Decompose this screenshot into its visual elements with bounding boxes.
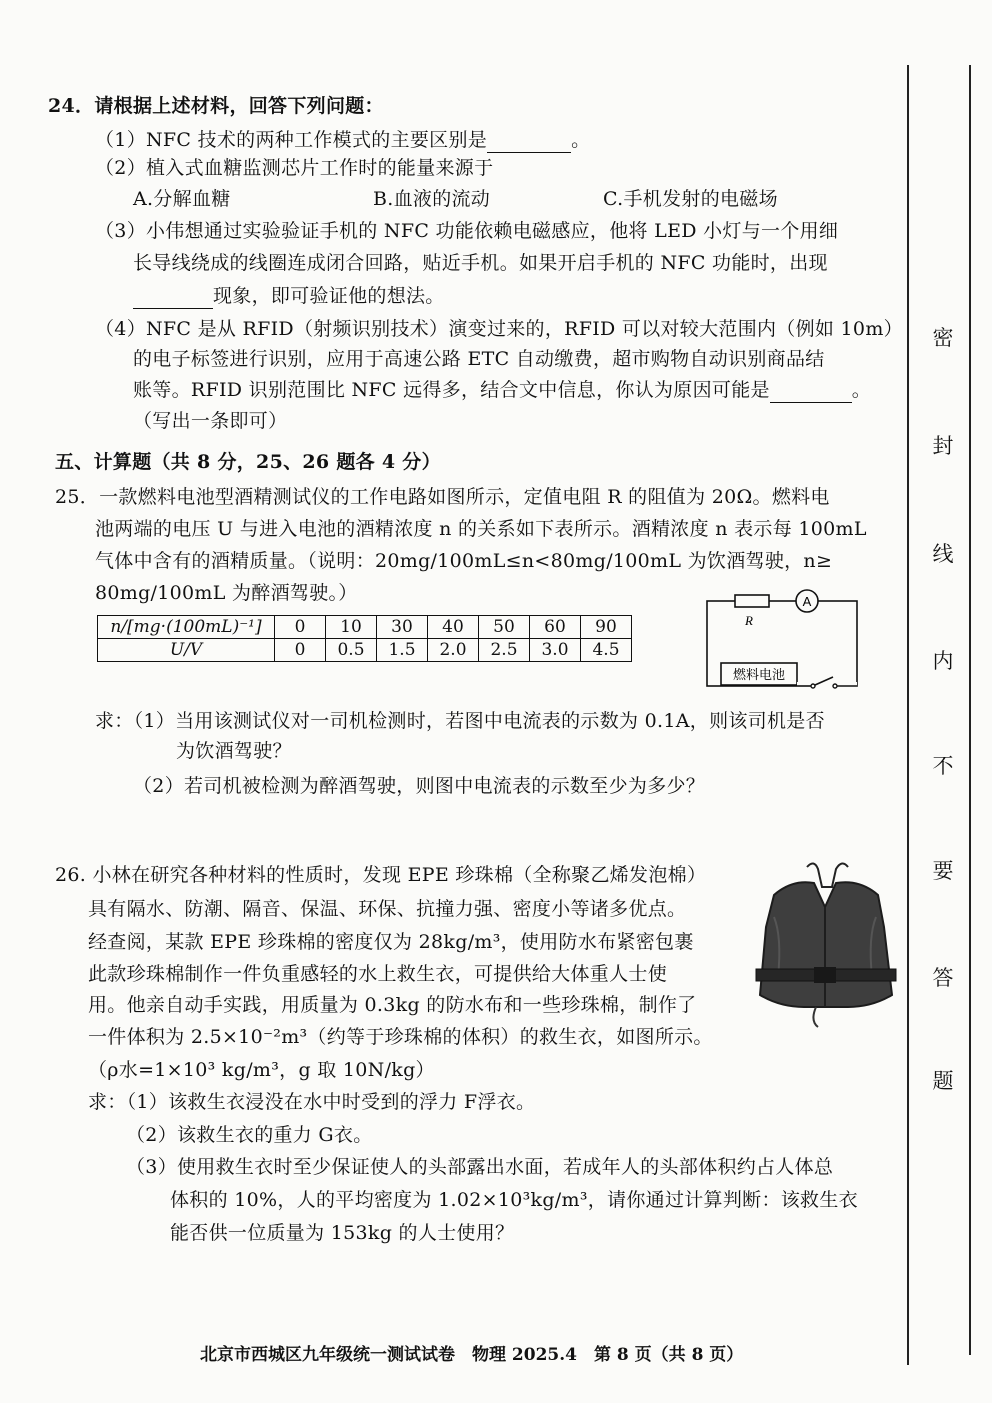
seal-char: 封 — [932, 434, 954, 458]
table-cell: 0 — [275, 639, 326, 662]
q24-part4-line3: 账等。RFID 识别范围比 NFC 远得多，结合文中信息，你认为原因可能是 。 — [133, 379, 872, 401]
seal-char: 不 — [932, 754, 954, 778]
q24-part3-line2: 长导线绕成的线圈连成闭合回路，贴近手机。如果开启手机的 NFC 功能时，出现 — [133, 252, 828, 274]
q26-line2: 具有隔水、防潮、隔音、保温、环保、抗撞力强、密度小等诸多优点。 — [88, 898, 687, 920]
page-footer: 北京市西城区九年级统一测试试卷 物理 2025.4 第 8 页（共 8 页） — [200, 1345, 744, 1365]
q24-part4-line4: （写出一条即可） — [133, 410, 288, 432]
q24-part4-line2: 的电子标签进行识别，应用于高速公路 ETC 自动缴费，超市购物自动识别商品结 — [133, 348, 825, 370]
q26-line7: （ρ水=1×10³ kg/m³，g 取 10N/kg） — [88, 1059, 435, 1081]
q26-line1: 26. 小林在研究各种材料的性质时，发现 EPE 珍珠棉（全称聚乙烯发泡棉） — [55, 864, 707, 886]
seal-char: 题 — [932, 1069, 954, 1093]
q25-line2: 池两端的电压 U 与进入电池的酒精浓度 n 的关系如下表所示。酒精浓度 n 表示每 100mL — [95, 518, 867, 540]
table-cell: 3.0 — [530, 639, 581, 662]
section-heading: 五、计算题（共 8 分，25、26 题各 4 分） — [55, 451, 441, 473]
seal-char: 密 — [932, 326, 954, 350]
fuel-cell-label: 燃料电池 — [732, 668, 786, 683]
option-b: B.血液的流动 — [373, 188, 491, 210]
table-header-n: n/[mg·(100mL)⁻¹] — [98, 616, 275, 639]
seal-char: 答 — [932, 966, 954, 990]
ammeter-label: A — [802, 594, 812, 609]
resistor-label: R — [745, 613, 753, 628]
q25-ask2: （2）若司机被检测为醉酒驾驶，则图中电流表的示数至少为多少？ — [133, 775, 706, 797]
seal-line-left — [907, 65, 909, 1365]
table-cell: 0.5 — [326, 639, 377, 662]
q24-options — [133, 186, 778, 212]
table-cell: 90 — [581, 616, 632, 639]
life-vest-photo — [752, 857, 898, 1029]
q26-ask1: 求：（1）该救生衣浸没在水中时受到的浮力 F浮衣。 — [88, 1091, 536, 1113]
concentration-voltage-table — [97, 615, 632, 662]
q25-ask1-line2: 为饮酒驾驶？ — [176, 740, 292, 762]
seal-char: 内 — [932, 649, 954, 673]
q24-heading: 24．请根据上述材料，回答下列问题： — [48, 95, 384, 117]
q26-ask3-line1: （3）使用救生衣时至少保证使人的头部露出水面，若成年人的头部体积约占人体总 — [126, 1156, 834, 1178]
q26-ask3-line3: 能否供一位质量为 153kg 的人士使用？ — [170, 1222, 515, 1244]
seal-char: 线 — [932, 542, 954, 566]
table-cell: 4.5 — [581, 639, 632, 662]
circuit-diagram — [705, 588, 865, 693]
answer-blank — [487, 132, 571, 153]
q26-line3: 经查阅，某款 EPE 珍珠棉的密度仅为 28kg/m³，使用防水布紧密包裹 — [88, 931, 694, 953]
q25-line1: 25．一款燃料电池型酒精测试仪的工作电路如图所示，定值电阻 R 的阻值为 20Ω。燃料电 — [55, 486, 830, 508]
table-cell: 1.5 — [377, 639, 428, 662]
option-a: A.分解血糖 — [133, 188, 231, 210]
table-cell: 60 — [530, 616, 581, 639]
table-row — [98, 616, 632, 639]
answer-blank — [133, 288, 213, 309]
table-cell: 2.0 — [428, 639, 479, 662]
q25-line4: 80mg/100mL 为醉酒驾驶。） — [95, 582, 358, 604]
q26-line6: 一件体积为 2.5×10⁻²m³（约等于珍珠棉的体积）的救生衣，如图所示。 — [88, 1026, 713, 1048]
q24-part1: （1）NFC 技术的两种工作模式的主要区别是 。 — [95, 129, 591, 151]
seal-line-right — [969, 65, 971, 1355]
seal-char: 要 — [932, 859, 954, 883]
q24-part3-line3: 现象，即可验证他的想法。 — [133, 283, 445, 309]
answer-blank — [770, 382, 852, 403]
table-cell: 40 — [428, 616, 479, 639]
table-cell: 0 — [275, 616, 326, 639]
q26-line5: 用。他亲自动手实践，用质量为 0.3kg 的防水布和一些珍珠棉，制作了 — [88, 994, 697, 1016]
option-c: C.手机发射的电磁场 — [603, 188, 778, 210]
resistor-symbol — [735, 595, 769, 607]
table-header-u: U/V — [98, 639, 275, 662]
q24-part4-line1: （4）NFC 是从 RFID（射频识别技术）演变过来的，RFID 可以对较大范围内（例如 10m） — [95, 318, 903, 340]
q25-line3: 气体中含有的酒精质量。（说明：20mg/100mL≤n<80mg/100mL 为饮酒驾驶，n≥ — [95, 550, 833, 572]
table-cell: 50 — [479, 616, 530, 639]
q24-part3-line1: （3）小伟想通过实验验证手机的 NFC 功能依赖电磁感应，他将 LED 小灯与一个用细 — [95, 220, 839, 242]
table-row — [98, 639, 632, 662]
table-cell: 10 — [326, 616, 377, 639]
table-cell: 2.5 — [479, 639, 530, 662]
q26-ask2: （2）该救生衣的重力 G衣。 — [126, 1124, 373, 1146]
table-cell: 30 — [377, 616, 428, 639]
q24-part2: （2）植入式血糖监测芯片工作时的能量来源于 — [95, 157, 494, 179]
q26-ask3-line2: 体积的 10%，人的平均密度为 1.02×10³kg/m³，请你通过计算判断：该救生衣 — [170, 1189, 858, 1211]
q25-ask1-line1: 求：（1）当用该测试仪对一司机检测时，若图中电流表的示数为 0.1A，则该司机是否 — [95, 710, 825, 732]
q26-line4: 此款珍珠棉制作一件负重感轻的水上救生衣，可提供给大体重人士使 — [88, 963, 668, 985]
